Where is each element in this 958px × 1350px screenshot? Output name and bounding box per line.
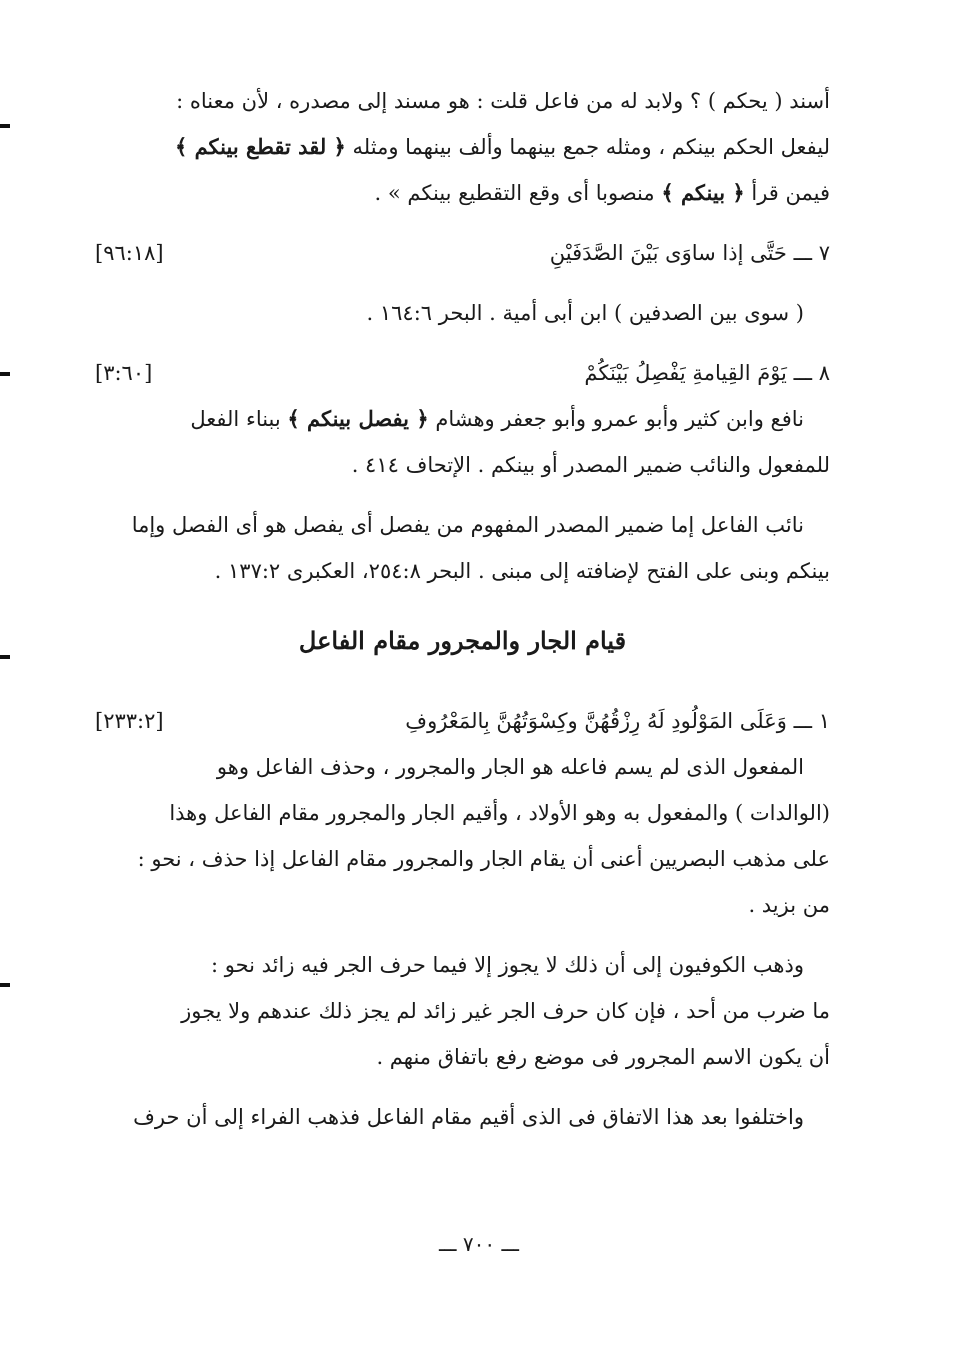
verse-line xyxy=(95,698,830,744)
text-span: فيمن قرأ xyxy=(751,181,830,205)
verse-reference: [٩٦:١٨] xyxy=(95,241,164,265)
note-line: ( سوى بين الصدفين ) ابن أبى أمية . البحر ١٦٤:٦ . xyxy=(366,301,804,325)
verse-reference: [٢٣٣:٢] xyxy=(95,709,164,733)
paragraph xyxy=(95,744,830,928)
section-heading: قيام الجار والمجرور مقام الفاعل xyxy=(298,626,627,655)
text-line: ما ضرب من أحد ، فإن كان حرف الجر غير زائد لم يجز ذلك عندهم ولا يجوز xyxy=(181,999,830,1023)
paragraph xyxy=(95,942,830,1080)
text-span: منصوبا أى وقع التقطيع بينكم » . xyxy=(374,181,655,205)
text-line: من بزيد . xyxy=(748,893,830,917)
page-body xyxy=(95,78,830,1140)
verse-text: ٧ ـــ حَتَّى إذا ساوَى بَيْنَ الصَّدَفَيْنِ xyxy=(549,241,830,265)
edge-mark xyxy=(0,655,10,659)
text-line: المفعول الذى لم يسم فاعله هو الجار والمجرور ، وحذف الفاعل وهو xyxy=(216,755,804,779)
text-span: ببناء الفعل xyxy=(190,407,281,431)
text-line xyxy=(95,396,830,442)
quran-quote: ﴿ لقد تقطع بينكم ﴾ xyxy=(174,134,346,159)
text-line: بينكم وبنى على الفتح لإضافته إلى مبنى . البحر ٢٥٤:٨، العكبرى ١٣٧:٢ . xyxy=(214,559,830,583)
edge-mark xyxy=(0,124,10,128)
verse-line xyxy=(95,230,830,276)
text-line: للمفعول والنائب ضمير المصدر أو بينكم . الإتحاف ٤١٤ . xyxy=(351,453,830,477)
text-line xyxy=(95,170,830,216)
verse-text: ١ ـــ وَعَلَى المَوْلُودِ لَهُ رِزْقُهُنَّ وكِسْوَتُهُنَّ بِالمَعْرُوفِ xyxy=(405,709,830,733)
verse-reference: [٣:٦٠] xyxy=(95,361,153,385)
edge-mark xyxy=(0,983,10,987)
quran-quote: ﴿ بينكم ﴾ xyxy=(661,180,745,205)
paragraph xyxy=(95,502,830,594)
quran-quote: ﴿ يفصل بينكم ﴾ xyxy=(287,406,429,431)
paragraph xyxy=(95,1094,830,1140)
text-span: نافع وابن كثير وأبو عمرو وأبو جعفر وهشام xyxy=(435,407,804,431)
text-line xyxy=(95,124,830,170)
text-span: ليفعل الحكم بينكم ، ومثله جمع بينهما وألف بينهما ومثله xyxy=(352,135,830,159)
text-line: وذهب الكوفيون إلى أن ذلك لا يجوز إلا فيما حرف الجر فيه زائد نحو : xyxy=(210,953,804,977)
text-line: واختلفوا بعد هذا الاتفاق فى الذى أقيم مقام الفاعل فذهب الفراء إلى أن حرف xyxy=(133,1105,804,1129)
verse-text: ٨ ـــ يَوْمَ القِيامةِ يَفْصِلُ بَيْنَكُمْ xyxy=(584,361,830,385)
paragraph xyxy=(95,78,830,216)
page-number: ـــ ٧٠٠ ـــ xyxy=(438,1232,520,1256)
text-line: (الوالدات ) والمفعول به وهو الأولاد ، وأقيم الجار والمجرور مقام الفاعل وهذا xyxy=(169,801,830,825)
verse-line xyxy=(95,350,830,396)
text-line: نائب الفاعل إما ضمير المصدر المفهوم من يفصل أى يفصل هو أى الفصل وإما xyxy=(131,513,804,537)
text-line: أسند ( يحكم ) ؟ ولابد له من فاعل قلت : هو مسند إلى مصدره ، لأن معناه : xyxy=(176,89,830,113)
edge-mark xyxy=(0,372,10,376)
text-line: على مذهب البصريين أعنى أن يقام الجار والمجرور مقام الفاعل إذا حذف ، نحو : xyxy=(137,847,830,871)
text-line: أن يكون الاسم المجرور فى موضع رفع باتفاق منهم . xyxy=(376,1045,830,1069)
